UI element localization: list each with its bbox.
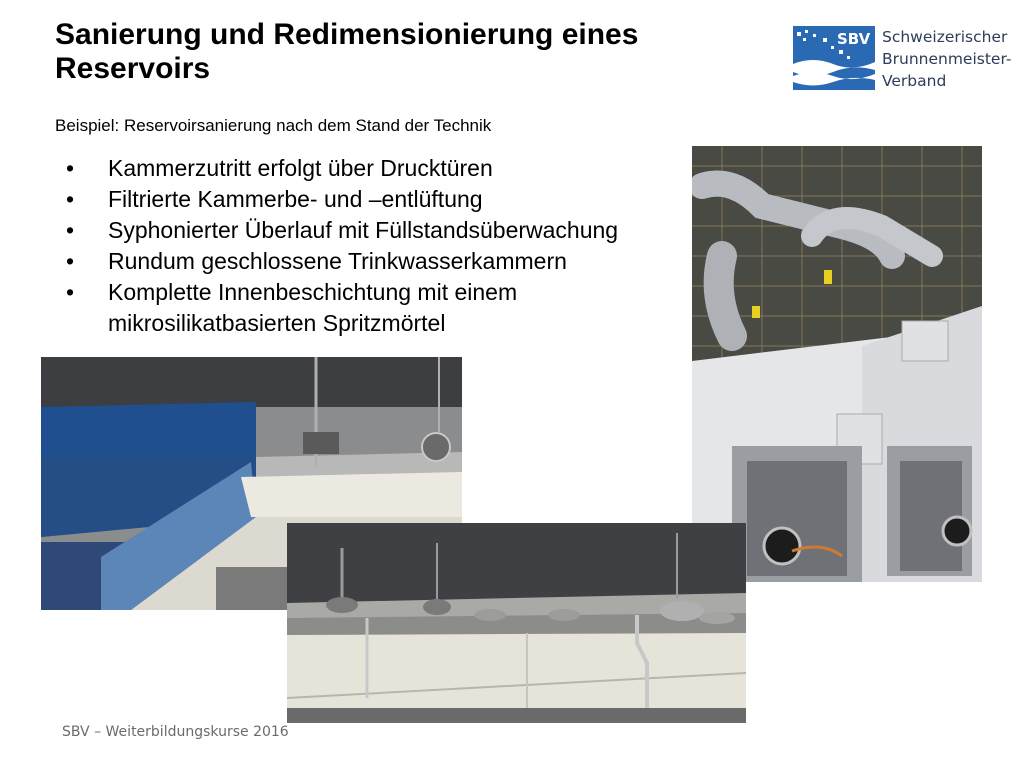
bullet-item (62, 246, 687, 277)
bullet-item (62, 184, 687, 215)
logo-line-3: Verband (882, 72, 947, 90)
sbv-logo-icon (793, 26, 875, 90)
sbv-logo (793, 26, 1012, 92)
logo-line-2: Brunnenmeister- (882, 50, 1012, 68)
bullet-dot: • (66, 186, 75, 212)
slide-title: Sanierung und Redimensionierung eines Reservoirs (55, 18, 639, 85)
bullet-dot: • (66, 248, 75, 274)
bullet-text: Rundum geschlossene Trinkwasserkammern (108, 248, 567, 274)
bullet-dot: • (66, 155, 75, 181)
bullet-text: Komplette Innenbeschichtung mit einem mikrosilikatbasierten Spritzmörtel (108, 279, 518, 336)
bullet-text: Kammerzutritt erfolgt über Drucktüren (108, 155, 493, 181)
logo-text (882, 26, 1011, 92)
slide-subtitle: Beispiel: Reservoirsanierung nach dem Stand der Technik (55, 116, 492, 135)
bullet-item (62, 153, 687, 184)
logo-abbr: SBV (837, 30, 871, 48)
photo-ceiling-pipes (692, 146, 982, 582)
photo-chamber-top (287, 523, 746, 723)
bullet-list (62, 153, 687, 339)
logo-line-1: Schweizerischer (882, 28, 1008, 46)
bullet-item (62, 215, 687, 246)
bullet-text: Filtrierte Kammerbe- und –entlüftung (108, 186, 483, 212)
bullet-text: Syphonierter Überlauf mit Füllstandsüberwachung (108, 217, 619, 243)
bullet-dot: • (66, 279, 75, 305)
slide-footer: SBV – Weiterbildungskurse 2016 (62, 724, 289, 740)
bullet-item (62, 277, 687, 339)
bullet-dot: • (66, 217, 75, 243)
